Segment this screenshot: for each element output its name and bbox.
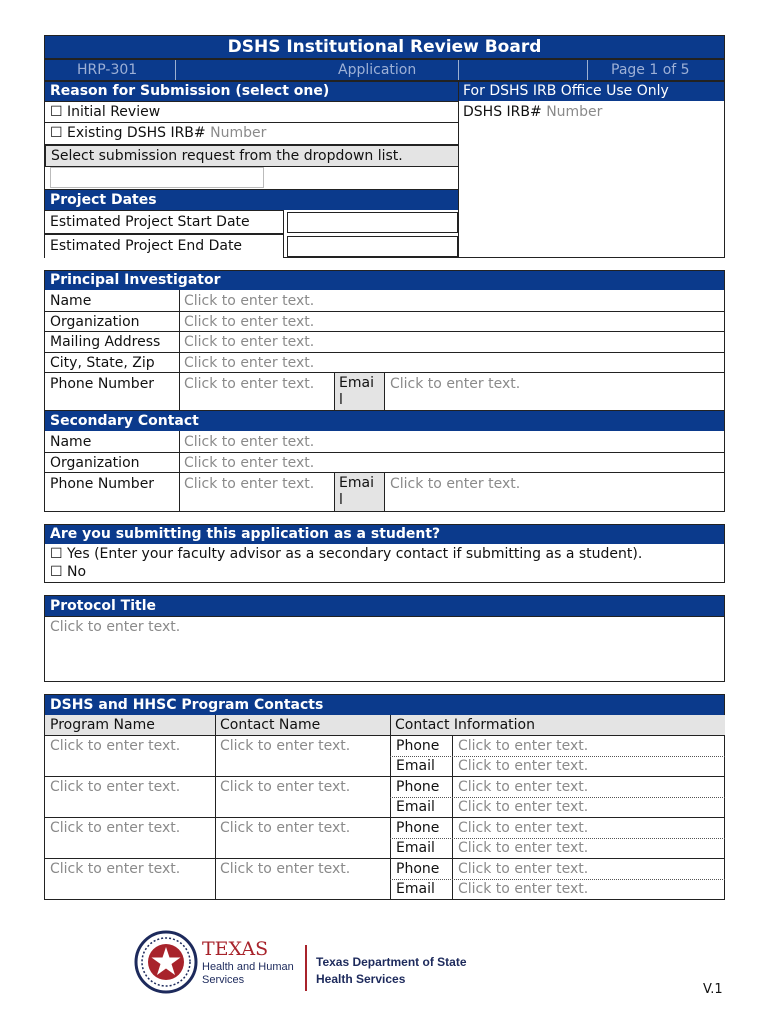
existing-irb-option[interactable]: ☐ Existing DSHS IRB# Number (50, 125, 267, 141)
col-program-name: Program Name (50, 717, 155, 733)
protocol-heading: Protocol Title (45, 596, 724, 616)
pi-phone-label: Phone Number (50, 376, 155, 392)
email-input[interactable]: Click to enter text. (458, 840, 589, 856)
secondary-contact-heading: Secondary Contact (45, 411, 724, 431)
contact-name-input[interactable]: Click to enter text. (220, 820, 351, 836)
checkbox-icon[interactable]: ☐ (50, 546, 63, 562)
office-irb-field[interactable]: DSHS IRB# Number (463, 104, 603, 120)
phone-label: Phone (396, 820, 440, 836)
start-date-label: Estimated Project Start Date (45, 210, 284, 234)
phone-label: Phone (396, 738, 440, 754)
protocol-title-input[interactable]: Click to enter text. (50, 619, 181, 635)
dshs-logo-text: Texas Department of State Health Services (316, 955, 467, 986)
email-label: Email (396, 758, 435, 774)
pi-heading: Principal Investigator (45, 271, 724, 290)
col-contact-info: Contact Information (395, 717, 535, 733)
checkbox-icon[interactable]: ☐ (50, 104, 63, 120)
pi-name-input[interactable]: Click to enter text. (184, 293, 315, 309)
contact-name-input[interactable]: Click to enter text. (220, 738, 351, 754)
contact-name-input[interactable]: Click to enter text. (220, 779, 351, 795)
office-use-heading: For DSHS IRB Office Use Only (458, 82, 724, 101)
phone-input[interactable]: Click to enter text. (458, 820, 589, 836)
reason-heading: Reason for Submission (select one) (45, 82, 458, 101)
pi-address-label: Mailing Address (50, 334, 161, 350)
contact-name-input[interactable]: Click to enter text. (220, 861, 351, 877)
email-label: Email (396, 799, 435, 815)
phone-label: Phone (396, 861, 440, 877)
hhs-logo: TEXAS Health and Human Services (134, 930, 304, 994)
texas-seal-icon (134, 930, 198, 994)
page-number: Page 1 of 5 (611, 62, 690, 78)
program-name-input[interactable]: Click to enter text. (50, 779, 181, 795)
pi-phone-input[interactable]: Click to enter text. (184, 376, 315, 392)
email-label: Email (396, 881, 435, 897)
phone-label: Phone (396, 779, 440, 795)
secondary-org-label: Organization (50, 455, 140, 471)
secondary-name-input[interactable]: Click to enter text. (184, 434, 315, 450)
pi-email-label: Emai l (334, 373, 385, 410)
secondary-org-input[interactable]: Click to enter text. (184, 455, 315, 471)
form-id: HRP-301 (77, 62, 138, 78)
phone-input[interactable]: Click to enter text. (458, 861, 589, 877)
initial-review-option[interactable]: ☐ Initial Review (50, 104, 161, 120)
pi-email-input[interactable]: Click to enter text. (390, 376, 521, 392)
form-name: Application (338, 62, 417, 78)
program-name-input[interactable]: Click to enter text. (50, 861, 181, 877)
student-no-option[interactable]: ☐ No (50, 564, 87, 580)
pi-org-input[interactable]: Click to enter text. (184, 314, 315, 330)
phone-input[interactable]: Click to enter text. (458, 779, 589, 795)
program-name-input[interactable]: Click to enter text. (50, 738, 181, 754)
phone-input[interactable]: Click to enter text. (458, 738, 589, 754)
email-input[interactable]: Click to enter text. (458, 758, 589, 774)
form-title: DSHS Institutional Review Board (227, 37, 542, 57)
submission-dropdown[interactable] (50, 167, 264, 188)
secondary-email-label: Emai l (334, 473, 385, 511)
pi-name-label: Name (50, 293, 92, 309)
program-contacts-heading: DSHS and HHSC Program Contacts (45, 695, 724, 715)
pi-city-label: City, State, Zip (50, 355, 155, 371)
pi-org-label: Organization (50, 314, 140, 330)
student-yes-option[interactable]: ☐ Yes (Enter your faculty advisor as a secondary contact if submitting as a student). (50, 546, 643, 562)
col-contact-name: Contact Name (220, 717, 321, 733)
email-input[interactable]: Click to enter text. (458, 881, 589, 897)
form-id-bar (44, 59, 725, 81)
secondary-phone-label: Phone Number (50, 476, 155, 492)
submission-dropdown-prompt: Select submission request from the dropdown list. (45, 145, 459, 167)
pi-address-input[interactable]: Click to enter text. (184, 334, 315, 350)
pi-city-input[interactable]: Click to enter text. (184, 355, 315, 371)
email-input[interactable]: Click to enter text. (458, 799, 589, 815)
end-date-input[interactable] (287, 236, 458, 257)
version-label: V.1 (703, 982, 723, 997)
secondary-email-input[interactable]: Click to enter text. (390, 476, 521, 492)
project-dates-heading: Project Dates (45, 190, 458, 210)
end-date-label: Estimated Project End Date (45, 234, 284, 258)
program-name-input[interactable]: Click to enter text. (50, 820, 181, 836)
email-label: Email (396, 840, 435, 856)
student-heading: Are you submitting this application as a student? (45, 525, 724, 544)
form-title-bar (44, 35, 725, 59)
secondary-name-label: Name (50, 434, 92, 450)
start-date-input[interactable] (287, 212, 458, 233)
secondary-phone-input[interactable]: Click to enter text. (184, 476, 315, 492)
checkbox-icon[interactable]: ☐ (50, 564, 63, 580)
checkbox-icon[interactable]: ☐ (50, 125, 63, 141)
